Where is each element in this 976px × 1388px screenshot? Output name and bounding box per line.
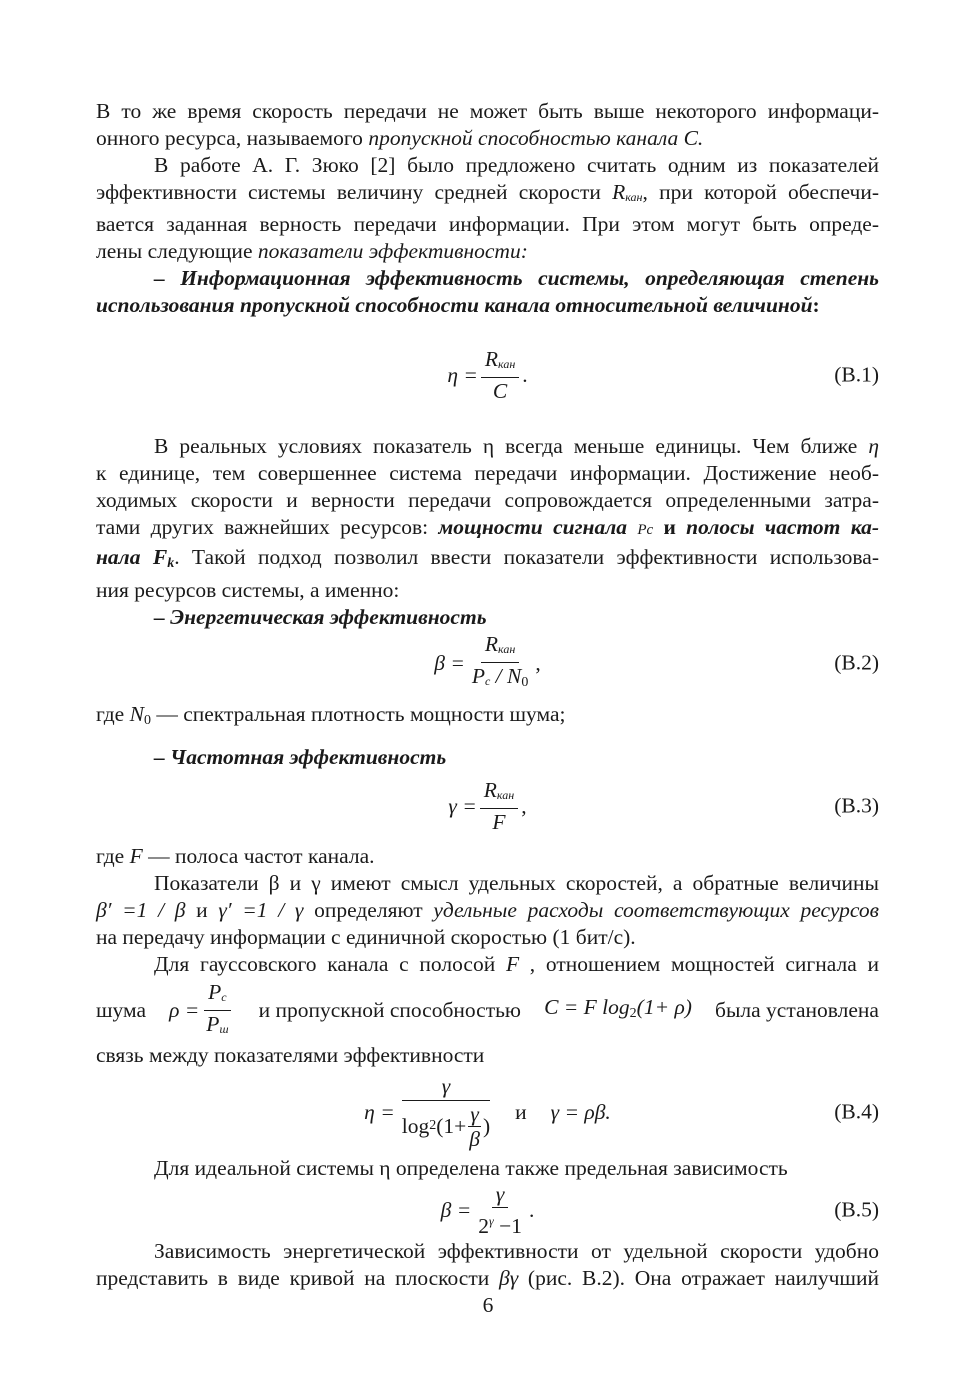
text: где [96,844,130,868]
denominator-part: ) [482,1114,491,1138]
text-line: ния ресурсов системы, а именно: [96,578,400,602]
numerator: R [484,347,499,371]
symbol: ρ = [169,997,200,1022]
denominator: C [492,379,508,403]
denominator: P [206,1011,220,1036]
formula-lhs: β = [434,650,465,675]
text-line: Показатели β и γ имеют смысл удельных скоростей, а обратные величины [154,871,879,895]
text: В реальных условиях показатель η всегда меньше единицы. Чем ближе [154,434,869,458]
text-line: В работе А. Г. Зюко [2] было предложено считать одним из показателей [154,153,879,177]
numerator: γ [470,1101,479,1126]
text-line: к единице, тем совершеннее система передачи информации. Достижение необ- [96,461,879,485]
text-line [96,125,879,152]
formula-lhs: γ = [448,793,477,818]
text: шума [96,997,147,1022]
text: где [96,702,130,726]
text: — полоса частот канала. [142,844,375,868]
subscript: кан [498,357,516,371]
numerator: R [483,778,497,802]
text-line [96,544,879,577]
formula-b5 [96,1182,879,1238]
denominator: F [492,810,506,834]
symbol: (1+ ρ) [636,994,692,1019]
text-line [96,292,879,319]
denominator-part: (1+ [436,1114,467,1138]
formula-b4 [96,1069,879,1155]
punctuation: . [522,362,528,387]
subscript: c [484,673,491,688]
fraction [202,980,232,1041]
text: онного ресурса, называемого [96,126,369,150]
text-line [96,978,879,1042]
subscript: 0 [521,674,529,690]
symbol: βγ [499,1266,519,1290]
conjunction: и [515,1099,527,1124]
term-bold-italic: мощности сигнала [438,515,638,539]
term-italic: удельные расходы соответствующих ресурсов [433,898,879,922]
formula-lhs: η = [364,1099,395,1124]
formula-rhs: γ = ρβ. [550,1099,611,1124]
paragraph [96,433,879,604]
punctuation: , [535,650,541,675]
document-body [96,98,879,1292]
text-line [96,433,879,460]
term-bold-italic: – Энергетическая эффективность [154,605,487,629]
term-italic: показатели эффективности: [257,239,528,263]
formula-inline [169,980,235,1041]
numerator: γ [492,1182,508,1208]
subscript: кан [625,190,643,204]
equation-number: (В.2) [834,650,879,675]
symbol: Pc [637,522,654,538]
equation-number: (В.1) [834,362,879,387]
numerator: γ [402,1074,490,1101]
text-line [96,1265,879,1292]
paragraph [96,604,879,631]
denominator-part: / N [490,663,522,688]
text: и [653,515,687,539]
term-bold-italic: – Частотная эффективность [154,745,447,769]
text: , при которой обеспечи- [642,180,880,204]
paragraph [96,951,879,1069]
fraction [468,632,533,695]
text: Для идеальной системы η определена также предельная зависимость [154,1156,788,1180]
denominator-part: −1 [493,1214,522,1239]
inner-fraction [467,1102,482,1151]
subscript: кан [496,788,515,802]
term-italic: пропускной способностью канала С. [368,126,704,150]
term-bold-italic: нала F [96,545,168,569]
formula-lhs: β = [440,1197,472,1222]
formula-b3 [96,771,879,841]
denominator-part: 2 [478,1214,489,1239]
paragraph [96,870,879,951]
denominator-part: P [471,663,485,688]
paragraph [96,1238,879,1292]
text-line: на передачу информации с единичной скоростью (1 бит/с). [96,925,636,949]
formula-lhs: η = [447,362,478,387]
subscript: k [167,556,175,571]
formula-b2 [96,631,879,695]
text-line [96,897,879,924]
paragraph [96,1155,879,1182]
paragraph [96,843,879,870]
equation-number: (В.3) [834,793,879,818]
text-line [96,238,879,265]
text: , отношением мощностей сигнала и [519,952,879,976]
term-bold-italic: полосы частот ка- [686,515,879,539]
punctuation: . [528,1197,535,1222]
paragraph [96,98,879,152]
subscript: кан [498,641,516,656]
text-line: В то же время скорость передачи не может быть выше некоторого информаци- [96,99,879,123]
text: представить в виде кривой на плоскости [96,1266,499,1290]
formula-inline: β′ =1 / β [96,898,186,922]
formula-inline [544,994,692,1027]
text-line: Зависимость энергетической эффективности от удельной скорости удобно [154,1239,879,1263]
symbol: η [868,434,879,458]
text: и пропускной способностью [258,997,521,1022]
text: была установлена [715,997,879,1022]
numerator: P [208,979,222,1004]
symbol: N [129,702,144,726]
text-line: вается заданная верность передачи информации. При этом могут быть опреде- [96,212,879,236]
subscript: 2 [629,1005,637,1021]
text-line: ходимых скорости и верности передачи сопровождается определенными затра- [96,488,879,512]
fraction [480,778,518,834]
symbol: F [505,952,520,976]
text-line [96,951,879,978]
subscript: c [221,989,227,1004]
text: — спектральная плотность мощности шума; [150,702,566,726]
fraction [474,1182,526,1238]
symbol: C = F log [544,994,630,1019]
text-line [96,514,879,544]
punctuation: , [521,793,527,818]
text: и [185,898,219,922]
subscript: 0 [143,713,151,728]
denominator: β [469,1126,480,1151]
text-line: связь между показателями эффективности [96,1043,485,1067]
fraction [481,347,519,403]
equation-number: (В.4) [834,1099,879,1124]
text: эффективности системы величину средней скорости [96,180,613,204]
fraction [398,1074,494,1151]
formula-b1 [96,331,879,419]
superscript: γ [488,1213,494,1228]
text: лены следующие [96,239,258,263]
text: Для гауссовского канала с полосой [154,952,506,976]
text: (рис. В.2). Она отражает наилучший [518,1266,879,1290]
text: тами других важнейших ресурсов: [96,515,439,539]
text: . Такой подход позволил ввести показатели эффективности использова- [174,545,880,569]
text-line [96,179,879,211]
text-line: – Информационная эффективность системы, определяющая степень [154,266,879,290]
denominator-part: log [401,1114,430,1138]
punctuation: : [812,293,820,317]
page-number: 6 [482,1293,494,1317]
symbol: R [612,180,626,204]
numerator: R [484,631,499,656]
paragraph [96,701,879,734]
formula-inline: γ′ =1 / γ [218,898,304,922]
paragraph [96,744,879,771]
subscript: ш [219,1021,229,1036]
paragraph [96,265,879,319]
term-bold-italic: использования пропускной способности канала относительной величиной [96,293,813,317]
symbol: F [129,844,143,868]
subscript: 2 [429,1118,437,1133]
equation-number: (В.5) [834,1197,879,1222]
text: определяют [303,898,434,922]
paragraph [96,152,879,265]
